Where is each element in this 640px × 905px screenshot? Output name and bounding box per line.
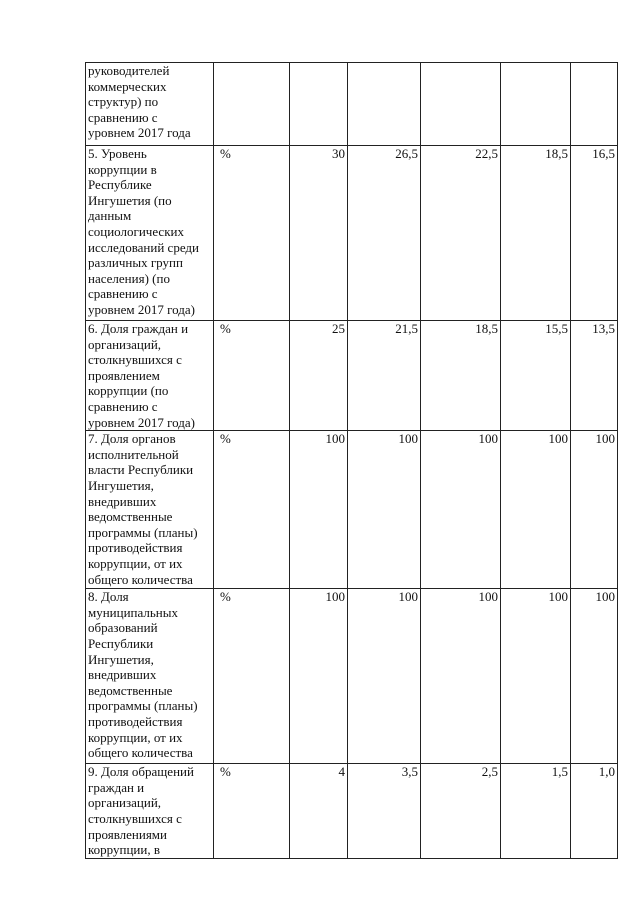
indicator-value: 25 [290, 321, 348, 431]
table-row [86, 431, 618, 589]
indicator-value [501, 63, 571, 146]
indicator-value: 21,5 [348, 321, 421, 431]
indicator-value: 18,5 [501, 146, 571, 321]
indicator-value [571, 63, 618, 146]
indicator-name: 8. Доля муниципальных образований Республики Ингушетия, внедривших ведомственные программы (планы) противодействия коррупции, от их общего количества [86, 589, 214, 764]
indicator-value [290, 63, 348, 146]
indicator-value: 100 [290, 431, 348, 589]
table-row [86, 146, 618, 321]
indicator-name: 7. Доля органов исполнительной власти Республики Ингушетия, внедривших ведомственные программы (планы) противодействия коррупции, от их общего количества [86, 431, 214, 589]
indicator-value: 100 [290, 589, 348, 764]
indicator-value: 26,5 [348, 146, 421, 321]
indicators-table [85, 62, 618, 859]
indicator-value: 1,0 [571, 764, 618, 859]
indicator-value: 22,5 [421, 146, 501, 321]
indicator-name: 9. Доля обращений граждан и организаций, столкнувшихся с проявлениями коррупции, в [86, 764, 214, 859]
indicator-value: 100 [421, 431, 501, 589]
indicator-value: 100 [501, 431, 571, 589]
indicator-value: 100 [501, 589, 571, 764]
indicator-value: 100 [571, 589, 618, 764]
indicator-value: 4 [290, 764, 348, 859]
indicator-value: 18,5 [421, 321, 501, 431]
indicator-value: 100 [348, 431, 421, 589]
indicator-unit: % [214, 146, 290, 321]
indicator-value: 30 [290, 146, 348, 321]
indicator-value [421, 63, 501, 146]
indicator-name: 5. Уровень коррупции в Республике Ингушетия (по данным социологических исследований среди различных групп населения) (по сравнению с уровнем 2017 года) [86, 146, 214, 321]
indicator-value [348, 63, 421, 146]
indicator-unit: % [214, 589, 290, 764]
indicator-value: 15,5 [501, 321, 571, 431]
table-row [86, 764, 618, 859]
indicator-value: 13,5 [571, 321, 618, 431]
indicator-unit: % [214, 321, 290, 431]
table-row [86, 63, 618, 146]
indicator-value: 100 [421, 589, 501, 764]
indicator-value: 2,5 [421, 764, 501, 859]
indicator-name: руководителей коммерческих структур) по сравнению с уровнем 2017 года [86, 63, 214, 146]
table-row [86, 589, 618, 764]
indicator-name: 6. Доля граждан и организаций, столкнувшихся с проявлением коррупции (по сравнению с уровнем 2017 года) [86, 321, 214, 431]
indicator-unit: % [214, 431, 290, 589]
indicator-unit [214, 63, 290, 146]
indicator-value: 1,5 [501, 764, 571, 859]
indicator-value: 16,5 [571, 146, 618, 321]
table-row [86, 321, 618, 431]
indicator-unit: % [214, 764, 290, 859]
indicator-value: 100 [571, 431, 618, 589]
indicator-value: 100 [348, 589, 421, 764]
indicator-value: 3,5 [348, 764, 421, 859]
